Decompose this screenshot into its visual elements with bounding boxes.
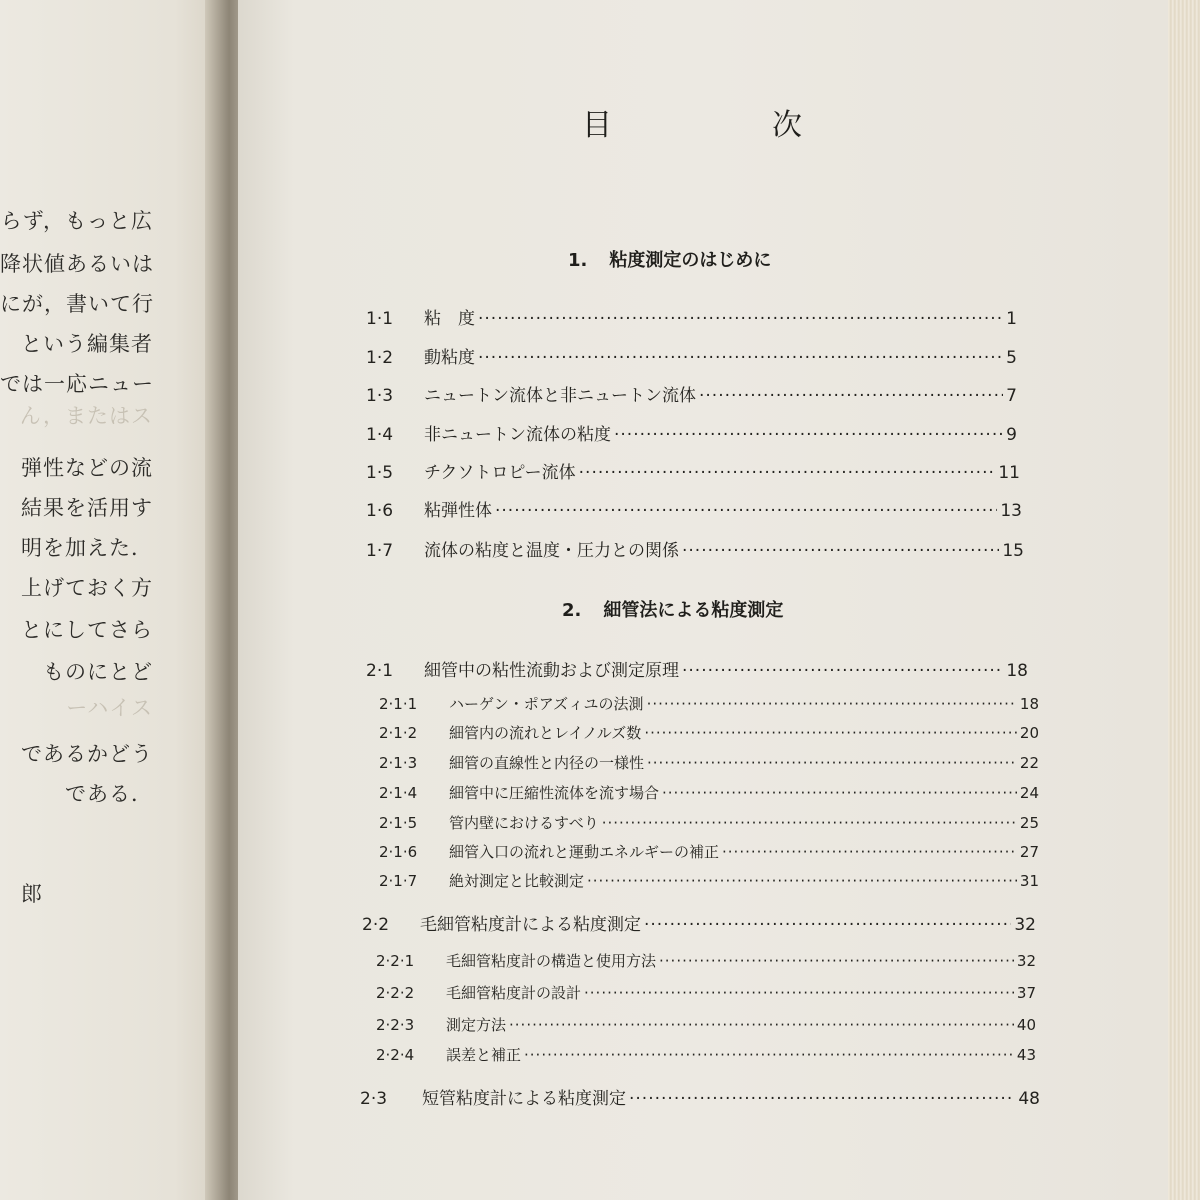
section-number: 2·2 bbox=[362, 915, 390, 935]
chapter-heading bbox=[562, 596, 783, 622]
dot-leader bbox=[662, 784, 1017, 802]
section-number: 1·1 bbox=[366, 309, 394, 329]
page-number: 5 bbox=[1006, 348, 1017, 368]
toc-entry bbox=[366, 496, 1022, 521]
dot-leader bbox=[682, 661, 1003, 681]
section-title: 細管中の粘性流動および測定原理 bbox=[424, 661, 679, 681]
toc-subentry bbox=[379, 693, 1039, 714]
chapter-number: 2. bbox=[562, 600, 582, 621]
toc-subentry bbox=[379, 841, 1039, 862]
toc-entry bbox=[366, 343, 1017, 368]
chapter-title: 粘度測定のはじめに bbox=[609, 250, 772, 271]
page-number: 31 bbox=[1019, 872, 1039, 890]
dot-leader bbox=[647, 695, 1017, 713]
dot-leader bbox=[509, 1016, 1014, 1034]
toc-entry bbox=[362, 910, 1036, 935]
left-page-line: 結果を活用す bbox=[21, 496, 153, 520]
subsection-title: 細管入口の流れと運動エネルギーの補正 bbox=[449, 843, 720, 861]
left-page-line: である． bbox=[65, 782, 153, 806]
subsection-title: 細管の直線性と内径の一様性 bbox=[449, 754, 645, 772]
toc-entry bbox=[366, 536, 1024, 561]
page-number: 24 bbox=[1019, 784, 1039, 802]
subsection-number: 2·2·4 bbox=[376, 1046, 415, 1064]
left-page bbox=[0, 0, 218, 1200]
toc-subentry bbox=[376, 950, 1036, 971]
left-page-line: とにしてさら bbox=[21, 618, 153, 642]
dot-leader bbox=[579, 463, 996, 483]
toc-subentry bbox=[376, 1014, 1036, 1035]
dot-leader bbox=[524, 1046, 1014, 1064]
page-number: 27 bbox=[1019, 843, 1039, 861]
toc-title-char: 次 bbox=[772, 108, 802, 143]
page-number: 22 bbox=[1019, 754, 1039, 772]
subsection-number: 2·1·6 bbox=[379, 843, 418, 861]
page-number: 48 bbox=[1018, 1089, 1040, 1109]
page-number: 25 bbox=[1019, 814, 1039, 832]
dot-leader bbox=[659, 952, 1014, 970]
left-page-line: ーハイス bbox=[66, 696, 153, 720]
section-title: 粘 度 bbox=[424, 309, 475, 329]
subsection-title: ハーゲン・ポアズィユの法測 bbox=[449, 695, 644, 713]
page-number: 32 bbox=[1014, 915, 1036, 935]
section-number: 2·1 bbox=[366, 661, 394, 681]
toc-subentry bbox=[376, 982, 1036, 1003]
toc-entry bbox=[360, 1084, 1040, 1109]
subsection-title: 絶対測定と比較測定 bbox=[449, 872, 585, 890]
dot-leader bbox=[644, 724, 1017, 742]
page-number: 20 bbox=[1019, 724, 1039, 742]
toc-subentry bbox=[379, 812, 1039, 833]
page-edges bbox=[1168, 0, 1200, 1200]
subsection-number: 2·1·5 bbox=[379, 814, 418, 832]
dot-leader bbox=[614, 425, 1003, 445]
left-page-line: にが，書いて行 bbox=[0, 292, 154, 316]
page-number: 18 bbox=[1019, 695, 1039, 713]
subsection-title: 毛細管粘度計の設計 bbox=[446, 984, 582, 1002]
left-page-line: 上げておく方 bbox=[21, 576, 153, 600]
dot-leader bbox=[647, 754, 1017, 772]
subsection-number: 2·1·7 bbox=[379, 872, 418, 890]
subsection-number: 2·1·4 bbox=[379, 784, 418, 802]
page-number: 15 bbox=[1002, 541, 1024, 561]
toc-subentry bbox=[379, 752, 1039, 773]
toc-entry bbox=[366, 656, 1028, 681]
toc-entry bbox=[366, 304, 1017, 329]
section-number: 1·7 bbox=[366, 541, 394, 561]
subsection-title: 管内壁におけるすべり bbox=[449, 814, 599, 832]
subsection-number: 2·2·2 bbox=[376, 984, 415, 1002]
subsection-title: 細管中に圧縮性流体を流す場合 bbox=[449, 784, 660, 802]
subsection-number: 2·1·3 bbox=[379, 754, 418, 772]
section-title: 非ニュートン流体の粘度 bbox=[424, 425, 611, 445]
section-number: 1·5 bbox=[366, 463, 394, 483]
subsection-number: 2·1·2 bbox=[379, 724, 418, 742]
toc-entry bbox=[366, 420, 1017, 445]
dot-leader bbox=[602, 814, 1017, 832]
toc-title bbox=[582, 100, 802, 144]
chapter-number: 1. bbox=[568, 250, 588, 271]
page-number: 43 bbox=[1016, 1046, 1036, 1064]
left-page-line: という編集者 bbox=[21, 332, 153, 356]
dot-leader bbox=[644, 915, 1011, 935]
subsection-title: 誤差と補正 bbox=[446, 1046, 522, 1064]
toc-subentry bbox=[379, 870, 1039, 891]
left-page-line: 弾性などの流 bbox=[21, 456, 153, 480]
left-page-line: らず，もっと広 bbox=[0, 209, 153, 233]
page-number: 13 bbox=[1000, 501, 1022, 521]
page-number: 9 bbox=[1006, 425, 1017, 445]
section-title: 流体の粘度と温度・圧力との関係 bbox=[424, 541, 679, 561]
page-number: 7 bbox=[1006, 386, 1017, 406]
page-number: 37 bbox=[1016, 984, 1036, 1002]
dot-leader bbox=[587, 872, 1017, 890]
dot-leader bbox=[699, 386, 1003, 406]
dot-leader bbox=[495, 501, 997, 521]
section-title: 短管粘度計による粘度測定 bbox=[422, 1089, 626, 1109]
toc-entry bbox=[366, 381, 1017, 406]
left-page-author-line: 郎 bbox=[21, 882, 43, 906]
section-number: 1·3 bbox=[366, 386, 394, 406]
left-page-line: ものにとど bbox=[43, 660, 153, 684]
chapter-title: 細管法による粘度測定 bbox=[603, 600, 784, 621]
section-title: チクソトロピー流体 bbox=[424, 463, 576, 483]
section-title: ニュートン流体と非ニュートン流体 bbox=[424, 386, 696, 406]
left-page-line: ん，またはス bbox=[19, 404, 153, 428]
chapter-heading bbox=[568, 246, 771, 272]
section-title: 粘弾性体 bbox=[424, 501, 492, 521]
subsection-number: 2·2·3 bbox=[376, 1016, 415, 1034]
left-page-line: 降状値あるいは bbox=[0, 252, 154, 276]
dot-leader bbox=[478, 348, 1003, 368]
section-number: 1·4 bbox=[366, 425, 394, 445]
dot-leader bbox=[584, 984, 1014, 1002]
subsection-number: 2·2·1 bbox=[376, 952, 415, 970]
subsection-title: 測定方法 bbox=[446, 1016, 507, 1034]
section-title: 動粘度 bbox=[424, 348, 475, 368]
section-number: 1·2 bbox=[366, 348, 394, 368]
toc-subentry bbox=[379, 782, 1039, 803]
section-number: 2·3 bbox=[360, 1089, 388, 1109]
page-number: 32 bbox=[1016, 952, 1036, 970]
page-number: 18 bbox=[1006, 661, 1028, 681]
subsection-number: 2·1·1 bbox=[379, 695, 418, 713]
left-page-line: では一応ニュー bbox=[0, 372, 154, 396]
section-title: 毛細管粘度計による粘度測定 bbox=[420, 915, 641, 935]
subsection-title: 細管内の流れとレイノルズ数 bbox=[449, 724, 642, 742]
page-number: 11 bbox=[998, 463, 1020, 483]
dot-leader bbox=[722, 843, 1017, 861]
section-number: 1·6 bbox=[366, 501, 394, 521]
toc-subentry bbox=[376, 1044, 1036, 1065]
toc-entry bbox=[366, 458, 1020, 483]
toc-title-char: 目 bbox=[582, 108, 612, 143]
dot-leader bbox=[682, 541, 999, 561]
left-page-line: であるかどう bbox=[21, 742, 153, 766]
page-number: 40 bbox=[1016, 1016, 1036, 1034]
dot-leader bbox=[478, 309, 1003, 329]
subsection-title: 毛細管粘度計の構造と使用方法 bbox=[446, 952, 657, 970]
page-number: 1 bbox=[1006, 309, 1017, 329]
toc-subentry bbox=[379, 722, 1039, 743]
dot-leader bbox=[629, 1089, 1015, 1109]
left-page-line: 明を加えた． bbox=[21, 536, 153, 560]
